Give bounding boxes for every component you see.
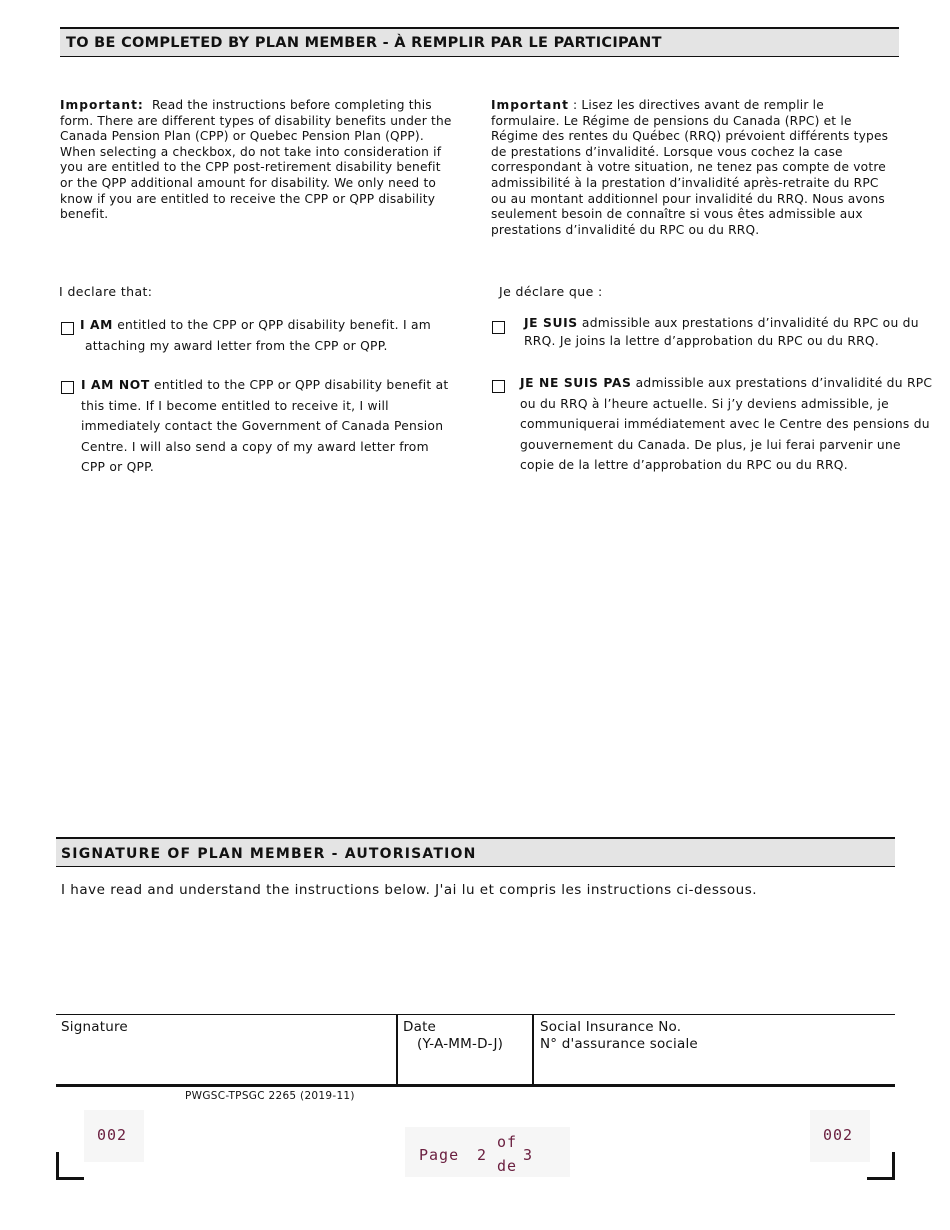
page-total: 3 xyxy=(523,1146,534,1164)
important-fr-line: : Lisez les directives avant de remplir le xyxy=(572,98,824,112)
date-format-hint: (Y-A-MM-D-J) xyxy=(417,1036,504,1052)
signature-cell[interactable] xyxy=(56,1015,401,1084)
option-line: immediately contact the Government of Canada Pension xyxy=(81,419,444,433)
member-section-header xyxy=(60,27,899,57)
option-line: gouvernement du Canada. De plus, je lui ferai parvenir une xyxy=(520,437,901,452)
option-line: communiquerai immédiatement avec le Centre des pensions du xyxy=(520,417,930,431)
code-left: 002 xyxy=(97,1126,128,1144)
je-ne-suis-pas-bold-label: JE NE SUIS PAS xyxy=(520,376,632,390)
important-fr-line: de prestations d’invalidité. Lorsque vous cochez la case xyxy=(491,144,843,159)
i-am-bold-label: I AM xyxy=(80,318,114,332)
signature-table xyxy=(56,1014,895,1087)
signature-section-header xyxy=(56,837,895,867)
important-fr-line: Régime des rentes du Québec (RRQ) prévoient différents types xyxy=(491,129,889,144)
form-number: PWGSC-TPSGC 2265 (2019-11) xyxy=(185,1090,355,1102)
page-word: Page xyxy=(419,1146,460,1164)
important-fr-heading: Important xyxy=(491,98,569,112)
important-en-line: Canada Pension Plan (CPP) or Quebec Pension Plan (QPP). xyxy=(60,129,424,144)
important-fr-line: ou au montant additionnel pour invalidité du RRQ. Nous avons xyxy=(491,191,885,206)
date-label: Date xyxy=(403,1019,437,1035)
important-en-line: know if you are entitled to receive the CPP or QPP disability xyxy=(60,191,436,206)
je-suis-checkbox[interactable] xyxy=(492,321,505,334)
member-section-title: TO BE COMPLETED BY PLAN MEMBER - À REMPLIR PAR LE PARTICIPANT xyxy=(66,35,662,51)
important-fr-paragraph xyxy=(491,98,911,238)
option-line: RRQ. Je joins la lettre d’approbation du RPC ou du RRQ. xyxy=(524,333,879,348)
option-line: ou du RRQ à l’heure actuelle. Si j’y deviens admissible, je xyxy=(520,396,889,411)
important-fr-line: seulement besoin de connaître si vous êtes admissible aux xyxy=(491,207,863,222)
je-suis-bold-label: JE SUIS xyxy=(524,316,578,330)
je-suis-option-text xyxy=(524,315,919,350)
option-line: entitled to the CPP or QPP disability benefit. I am xyxy=(117,318,432,332)
crop-mark-right xyxy=(867,1152,895,1180)
important-en-line: you are entitled to the CPP post-retirement disability benefit xyxy=(60,160,441,175)
crop-mark-left xyxy=(56,1152,84,1180)
i-am-option-text xyxy=(80,315,431,356)
page-of-en: of xyxy=(497,1133,518,1151)
option-line: copie de la lettre d’approbation du RPC ou du RRQ. xyxy=(520,458,848,472)
i-am-not-bold-label: I AM NOT xyxy=(81,378,150,392)
option-line: admissible aux prestations d’invalidité du RPC ou du xyxy=(581,316,919,330)
option-line: CPP or QPP. xyxy=(81,460,155,474)
important-en-line: Read the instructions before completing this xyxy=(151,98,432,112)
signature-statement: I have read and understand the instructions below. J'ai lu et compris les instructions ci-dessous. xyxy=(61,882,758,898)
page-current: 2 xyxy=(477,1146,488,1164)
sin-label-en: Social Insurance No. xyxy=(540,1019,682,1035)
important-en-line: form. There are different types of disability benefits under the xyxy=(60,113,452,128)
je-ne-suis-pas-option-text xyxy=(520,373,932,476)
important-fr-line: prestations d’invalidité du RPC ou du RRQ. xyxy=(491,222,760,237)
important-en-paragraph xyxy=(60,98,460,223)
page-of-fr: de xyxy=(497,1157,518,1175)
option-line: attaching my award letter from the CPP or QPP. xyxy=(85,338,388,353)
i-am-not-option-text xyxy=(81,375,448,478)
important-fr-line: correspondant à votre situation, ne tenez pas compte de votre xyxy=(491,160,886,175)
important-fr-line: formulaire. Le Régime de pensions du Canada (RPC) et le xyxy=(491,113,852,128)
declare-en-label: I declare that: xyxy=(59,284,153,299)
option-line: admissible aux prestations d’invalidité du RPC xyxy=(635,376,933,390)
option-line: entitled to the CPP or QPP disability benefit at xyxy=(154,378,449,392)
important-en-line: or the QPP additional amount for disability. We only need to xyxy=(60,175,437,190)
option-line: Centre. I will also send a copy of my award letter from xyxy=(81,439,429,454)
signature-section-title: SIGNATURE OF PLAN MEMBER - AUTORISATION xyxy=(61,846,477,862)
declare-fr-label: Je déclare que : xyxy=(499,284,603,299)
option-line: this time. If I become entitled to receive it, I will xyxy=(81,398,389,413)
signature-label: Signature xyxy=(61,1019,128,1035)
i-am-checkbox[interactable] xyxy=(61,322,74,335)
sin-cell[interactable] xyxy=(534,1015,895,1084)
important-fr-line: admissibilité à la prestation d’invalidité après-retraite du RPC xyxy=(491,175,879,190)
date-cell[interactable] xyxy=(398,1015,538,1084)
je-ne-suis-pas-checkbox[interactable] xyxy=(492,380,505,393)
code-right: 002 xyxy=(823,1126,854,1144)
important-en-heading: Important: xyxy=(60,98,144,112)
important-en-line: benefit. xyxy=(60,207,109,222)
i-am-not-checkbox[interactable] xyxy=(61,381,74,394)
sin-label-fr: N° d'assurance sociale xyxy=(540,1036,698,1052)
important-en-line: When selecting a checkbox, do not take into consideration if xyxy=(60,144,442,159)
